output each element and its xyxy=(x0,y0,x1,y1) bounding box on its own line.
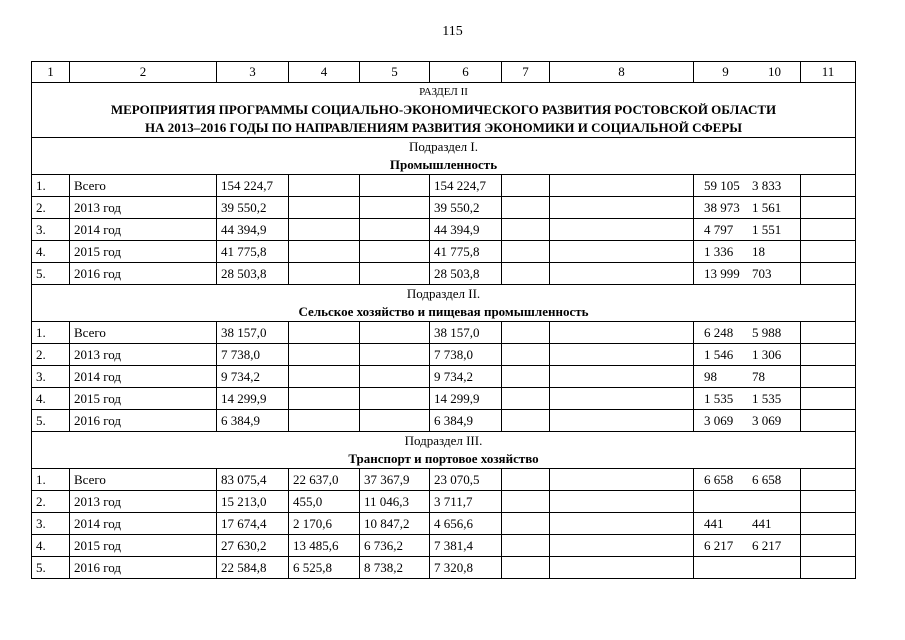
cell-col-1: 2. xyxy=(32,491,70,513)
cell-col-10: 1 551 xyxy=(752,221,782,237)
cell-col-9: 441 xyxy=(704,515,724,531)
cell-col-9: 98 xyxy=(704,368,717,384)
cell-col-9: 6 248 xyxy=(704,324,734,340)
subsection-header-row xyxy=(32,432,856,469)
cell-col-3: 6 384,9 xyxy=(217,410,289,432)
value-pair xyxy=(698,537,796,555)
value-pair-cell xyxy=(694,175,801,197)
column-number-cell: 3 xyxy=(217,62,289,83)
cell-col-11 xyxy=(801,197,856,219)
cell-col-5 xyxy=(360,219,430,241)
cell-col-2: 2016 год xyxy=(70,263,217,285)
subsection-label: Подраздел III. xyxy=(404,433,483,448)
table-row xyxy=(32,322,856,344)
cell-col-1: 4. xyxy=(32,535,70,557)
cell-col-6: 154 224,7 xyxy=(430,175,502,197)
cell-col-6: 7 381,4 xyxy=(430,535,502,557)
program-table xyxy=(31,61,856,579)
cell-col-11 xyxy=(801,175,856,197)
cell-col-1: 5. xyxy=(32,410,70,432)
cell-col-9: 6 217 xyxy=(704,537,734,553)
column-number-row xyxy=(32,62,856,83)
cell-col-8 xyxy=(550,322,694,344)
value-pair xyxy=(698,265,796,283)
cell-col-11 xyxy=(801,322,856,344)
cell-col-10: 703 xyxy=(752,265,772,281)
value-pair xyxy=(698,471,796,489)
subsection-header-cell xyxy=(32,285,856,322)
cell-col-5 xyxy=(360,241,430,263)
cell-col-10: 78 xyxy=(752,368,765,384)
cell-col-2: 2013 год xyxy=(70,491,217,513)
cell-col-4 xyxy=(289,197,360,219)
cell-col-8 xyxy=(550,513,694,535)
subsection-header-row xyxy=(32,138,856,175)
value-pair-cell xyxy=(694,263,801,285)
cell-col-7 xyxy=(502,241,550,263)
table-row xyxy=(32,535,856,557)
cell-col-4: 6 525,8 xyxy=(289,557,360,579)
cell-col-10: 1 561 xyxy=(752,199,782,215)
cell-col-11 xyxy=(801,366,856,388)
value-pair-cell xyxy=(694,241,801,263)
cell-col-1: 3. xyxy=(32,366,70,388)
cell-col-6: 7 738,0 xyxy=(430,344,502,366)
cell-col-9: 3 069 xyxy=(704,412,734,428)
cell-col-7 xyxy=(502,469,550,491)
value-pair-cell xyxy=(694,366,801,388)
section-title-line-1: МЕРОПРИЯТИЯ ПРОГРАММЫ СОЦИАЛЬНО-ЭКОНОМИЧЕСКОГО РАЗВИТИЯ РОСТОВСКОЙ ОБЛАСТИ xyxy=(110,102,777,117)
cell-col-6: 3 711,7 xyxy=(430,491,502,513)
cell-col-1: 4. xyxy=(32,241,70,263)
cell-col-11 xyxy=(801,219,856,241)
table-row xyxy=(32,263,856,285)
cell-col-6: 6 384,9 xyxy=(430,410,502,432)
cell-col-7 xyxy=(502,322,550,344)
cell-col-7 xyxy=(502,513,550,535)
value-pair-cell xyxy=(694,491,801,513)
cell-col-8 xyxy=(550,219,694,241)
cell-col-5 xyxy=(360,366,430,388)
cell-col-2: 2016 год xyxy=(70,557,217,579)
cell-col-1: 1. xyxy=(32,322,70,344)
cell-col-7 xyxy=(502,344,550,366)
table-row xyxy=(32,219,856,241)
cell-col-3: 9 734,2 xyxy=(217,366,289,388)
value-pair xyxy=(698,346,796,364)
cell-col-5 xyxy=(360,175,430,197)
table-row xyxy=(32,366,856,388)
cell-col-3: 15 213,0 xyxy=(217,491,289,513)
cell-col-4: 2 170,6 xyxy=(289,513,360,535)
cell-col-7 xyxy=(502,557,550,579)
table-row xyxy=(32,513,856,535)
cell-col-9: 59 105 xyxy=(704,177,740,193)
column-number-cell: 7 xyxy=(502,62,550,83)
cell-col-5 xyxy=(360,410,430,432)
column-number-cell: 4 xyxy=(289,62,360,83)
value-pair xyxy=(698,324,796,342)
cell-col-10: 6 658 xyxy=(752,471,782,487)
cell-col-9: 4 797 xyxy=(704,221,734,237)
cell-col-8 xyxy=(550,366,694,388)
cell-col-3: 17 674,4 xyxy=(217,513,289,535)
cell-col-3: 83 075,4 xyxy=(217,469,289,491)
column-number-cell: 1 xyxy=(32,62,70,83)
cell-col-3: 41 775,8 xyxy=(217,241,289,263)
column-number-cell: 11 xyxy=(801,62,856,83)
cell-col-6: 4 656,6 xyxy=(430,513,502,535)
cell-col-4 xyxy=(289,344,360,366)
cell-col-9: 1 546 xyxy=(704,346,734,362)
cell-col-2: 2013 год xyxy=(70,197,217,219)
cell-col-5: 8 738,2 xyxy=(360,557,430,579)
cell-col-10: 1 535 xyxy=(752,390,782,406)
subsection-title: Промышленность xyxy=(389,157,498,172)
cell-col-5 xyxy=(360,197,430,219)
page-number: 115 xyxy=(442,24,463,39)
section-title-row xyxy=(32,83,856,138)
cell-col-4 xyxy=(289,263,360,285)
cell-col-3: 7 738,0 xyxy=(217,344,289,366)
value-pair xyxy=(698,199,796,217)
cell-col-3: 28 503,8 xyxy=(217,263,289,285)
column-number-cell: 8 xyxy=(550,62,694,83)
cell-col-5 xyxy=(360,388,430,410)
value-pair-cell xyxy=(694,219,801,241)
subsection-header-cell xyxy=(32,432,856,469)
column-number-cell: 6 xyxy=(430,62,502,83)
cell-col-5 xyxy=(360,344,430,366)
cell-col-4 xyxy=(289,388,360,410)
cell-col-5 xyxy=(360,263,430,285)
cell-col-7 xyxy=(502,175,550,197)
cell-col-10: 3 833 xyxy=(752,177,782,193)
cell-col-3: 22 584,8 xyxy=(217,557,289,579)
cell-col-8 xyxy=(550,491,694,513)
cell-col-8 xyxy=(550,241,694,263)
cell-col-11 xyxy=(801,241,856,263)
cell-col-1: 4. xyxy=(32,388,70,410)
section-title-line-2: НА 2013–2016 ГОДЫ ПО НАПРАВЛЕНИЯМ РАЗВИТИЯ ЭКОНОМИКИ И СОЦИАЛЬНОЙ СФЕРЫ xyxy=(144,120,743,135)
subsection-header-row xyxy=(32,285,856,322)
cell-col-7 xyxy=(502,535,550,557)
cell-col-8 xyxy=(550,535,694,557)
cell-col-10: 1 306 xyxy=(752,346,782,362)
cell-col-4 xyxy=(289,366,360,388)
cell-col-9: 1 336 xyxy=(704,243,734,259)
table-row xyxy=(32,491,856,513)
cell-col-3: 27 630,2 xyxy=(217,535,289,557)
table-row xyxy=(32,410,856,432)
cell-col-6: 28 503,8 xyxy=(430,263,502,285)
cell-col-6: 39 550,2 xyxy=(430,197,502,219)
cell-col-4: 455,0 xyxy=(289,491,360,513)
value-pair-cell xyxy=(694,557,801,579)
cell-col-11 xyxy=(801,263,856,285)
cell-col-6: 9 734,2 xyxy=(430,366,502,388)
value-pair xyxy=(698,368,796,386)
cell-col-3: 39 550,2 xyxy=(217,197,289,219)
cell-col-1: 2. xyxy=(32,344,70,366)
cell-col-11 xyxy=(801,535,856,557)
value-pair xyxy=(698,177,796,195)
cell-col-6: 38 157,0 xyxy=(430,322,502,344)
cell-col-8 xyxy=(550,469,694,491)
cell-col-3: 38 157,0 xyxy=(217,322,289,344)
value-pair xyxy=(698,390,796,408)
cell-col-10: 441 xyxy=(752,515,772,531)
cell-col-6: 7 320,8 xyxy=(430,557,502,579)
table-body xyxy=(32,62,856,579)
column-number-cell: 10 xyxy=(768,64,781,79)
cell-col-7 xyxy=(502,263,550,285)
subsection-title: Транспорт и портовое хозяйство xyxy=(348,451,539,466)
column-number-pair-cell xyxy=(694,62,801,83)
cell-col-2: 2013 год xyxy=(70,344,217,366)
cell-col-4 xyxy=(289,410,360,432)
table-row xyxy=(32,241,856,263)
value-pair xyxy=(698,412,796,430)
cell-col-7 xyxy=(502,219,550,241)
cell-col-10: 6 217 xyxy=(752,537,782,553)
cell-col-4 xyxy=(289,322,360,344)
cell-col-1: 1. xyxy=(32,469,70,491)
cell-col-2: Всего xyxy=(70,175,217,197)
cell-col-11 xyxy=(801,513,856,535)
value-pair xyxy=(698,243,796,261)
cell-col-9: 1 535 xyxy=(704,390,734,406)
cell-col-4 xyxy=(289,241,360,263)
cell-col-6: 14 299,9 xyxy=(430,388,502,410)
value-pair-cell xyxy=(694,322,801,344)
value-pair xyxy=(698,515,796,533)
cell-col-2: 2014 год xyxy=(70,366,217,388)
cell-col-8 xyxy=(550,197,694,219)
value-pair xyxy=(698,221,796,239)
table-row xyxy=(32,388,856,410)
value-pair-cell xyxy=(694,513,801,535)
cell-col-7 xyxy=(502,388,550,410)
cell-col-8 xyxy=(550,175,694,197)
section-label: РАЗДЕЛ II xyxy=(419,86,468,98)
cell-col-8 xyxy=(550,263,694,285)
table-row xyxy=(32,175,856,197)
cell-col-5 xyxy=(360,322,430,344)
cell-col-1: 5. xyxy=(32,557,70,579)
cell-col-2: 2016 год xyxy=(70,410,217,432)
cell-col-9: 13 999 xyxy=(704,265,740,281)
cell-col-5: 11 046,3 xyxy=(360,491,430,513)
cell-col-1: 2. xyxy=(32,197,70,219)
cell-col-2: 2014 год xyxy=(70,219,217,241)
section-title-cell xyxy=(32,83,856,138)
cell-col-4: 22 637,0 xyxy=(289,469,360,491)
value-pair-cell xyxy=(694,197,801,219)
column-number-cell: 9 xyxy=(722,64,729,79)
subsection-label: Подраздел II. xyxy=(406,286,481,301)
column-number-cell: 5 xyxy=(360,62,430,83)
cell-col-1: 5. xyxy=(32,263,70,285)
cell-col-8 xyxy=(550,557,694,579)
cell-col-3: 44 394,9 xyxy=(217,219,289,241)
cell-col-7 xyxy=(502,491,550,513)
cell-col-2: 2014 год xyxy=(70,513,217,535)
cell-col-8 xyxy=(550,388,694,410)
value-pair-cell xyxy=(694,469,801,491)
cell-col-3: 154 224,7 xyxy=(217,175,289,197)
cell-col-11 xyxy=(801,469,856,491)
subsection-title: Сельское хозяйство и пищевая промышленность xyxy=(298,304,589,319)
cell-col-4 xyxy=(289,175,360,197)
cell-col-7 xyxy=(502,197,550,219)
cell-col-11 xyxy=(801,410,856,432)
table-row xyxy=(32,557,856,579)
cell-col-9: 38 973 xyxy=(704,199,740,215)
table-row xyxy=(32,344,856,366)
subsection-label: Подраздел I. xyxy=(409,139,478,154)
cell-col-2: Всего xyxy=(70,322,217,344)
cell-col-4: 13 485,6 xyxy=(289,535,360,557)
cell-col-5: 37 367,9 xyxy=(360,469,430,491)
cell-col-2: 2015 год xyxy=(70,388,217,410)
value-pair-cell xyxy=(694,388,801,410)
column-number-cell: 2 xyxy=(70,62,217,83)
cell-col-5: 6 736,2 xyxy=(360,535,430,557)
cell-col-10: 3 069 xyxy=(752,412,782,428)
table-row xyxy=(32,469,856,491)
value-pair-cell xyxy=(694,344,801,366)
cell-col-4 xyxy=(289,219,360,241)
cell-col-7 xyxy=(502,410,550,432)
cell-col-1: 3. xyxy=(32,219,70,241)
table-row xyxy=(32,197,856,219)
cell-col-10: 18 xyxy=(752,243,765,259)
cell-col-6: 44 394,9 xyxy=(430,219,502,241)
cell-col-11 xyxy=(801,344,856,366)
cell-col-6: 41 775,8 xyxy=(430,241,502,263)
cell-col-2: Всего xyxy=(70,469,217,491)
value-pair-cell xyxy=(694,535,801,557)
cell-col-1: 3. xyxy=(32,513,70,535)
cell-col-10: 5 988 xyxy=(752,324,782,340)
cell-col-5: 10 847,2 xyxy=(360,513,430,535)
cell-col-8 xyxy=(550,410,694,432)
cell-col-6: 23 070,5 xyxy=(430,469,502,491)
cell-col-9: 6 658 xyxy=(704,471,734,487)
subsection-header-cell xyxy=(32,138,856,175)
cell-col-2: 2015 год xyxy=(70,535,217,557)
value-pair-cell xyxy=(694,410,801,432)
cell-col-1: 1. xyxy=(32,175,70,197)
cell-col-11 xyxy=(801,388,856,410)
cell-col-2: 2015 год xyxy=(70,241,217,263)
cell-col-8 xyxy=(550,344,694,366)
cell-col-11 xyxy=(801,557,856,579)
cell-col-3: 14 299,9 xyxy=(217,388,289,410)
cell-col-7 xyxy=(502,366,550,388)
cell-col-11 xyxy=(801,491,856,513)
